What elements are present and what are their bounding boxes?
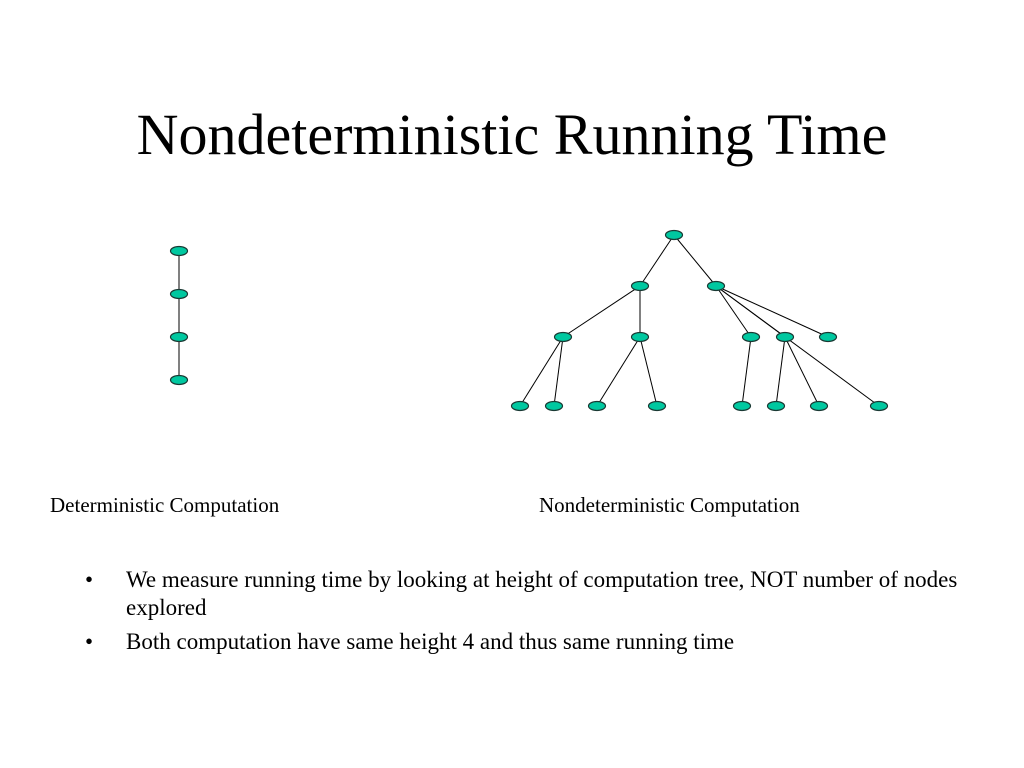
bullet-marker: • — [85, 629, 94, 654]
tree-node — [666, 231, 683, 240]
tree-node — [632, 282, 649, 291]
tree-node — [171, 333, 188, 342]
tree-node — [811, 402, 828, 411]
tree-edges — [179, 235, 879, 406]
nondeterministic-caption: Nondeterministic Computation — [539, 493, 800, 517]
tree-node — [589, 402, 606, 411]
tree-node — [171, 290, 188, 299]
tree-node — [820, 333, 837, 342]
bullet-item — [85, 628, 965, 656]
tree-node — [546, 402, 563, 411]
tree-node — [734, 402, 751, 411]
tree-node — [632, 333, 649, 342]
slide-title: Nondeterministic Running Time — [136, 102, 888, 167]
tree-nodes — [171, 231, 888, 411]
bullet-marker: • — [85, 567, 94, 592]
tree-node — [768, 402, 785, 411]
tree-edge — [597, 337, 640, 406]
tree-node — [171, 376, 188, 385]
tree-edge — [520, 337, 563, 406]
tree-edge — [716, 286, 879, 406]
tree-edge — [674, 235, 716, 286]
bullet-item — [85, 566, 965, 622]
tree-node — [555, 333, 572, 342]
tree-node — [649, 402, 666, 411]
tree-edge — [640, 235, 674, 286]
tree-edge — [785, 337, 819, 406]
tree-node — [777, 333, 794, 342]
bullet-text: Both computation have same height 4 and thus same running time — [126, 629, 735, 654]
bullet-text: We measure running time by looking at height of computation tree, NOT number of nodes explored — [126, 567, 958, 620]
tree-edge — [776, 337, 785, 406]
tree-node — [871, 402, 888, 411]
tree-node — [512, 402, 529, 411]
tree-node — [708, 282, 725, 291]
tree-node — [171, 247, 188, 256]
tree-edge — [554, 337, 563, 406]
tree-node — [743, 333, 760, 342]
tree-edge — [640, 337, 657, 406]
deterministic-caption: Deterministic Computation — [50, 493, 280, 517]
tree-edge — [563, 286, 640, 337]
tree-edge — [716, 286, 828, 337]
tree-edge — [742, 337, 751, 406]
bullet-list — [85, 566, 965, 662]
